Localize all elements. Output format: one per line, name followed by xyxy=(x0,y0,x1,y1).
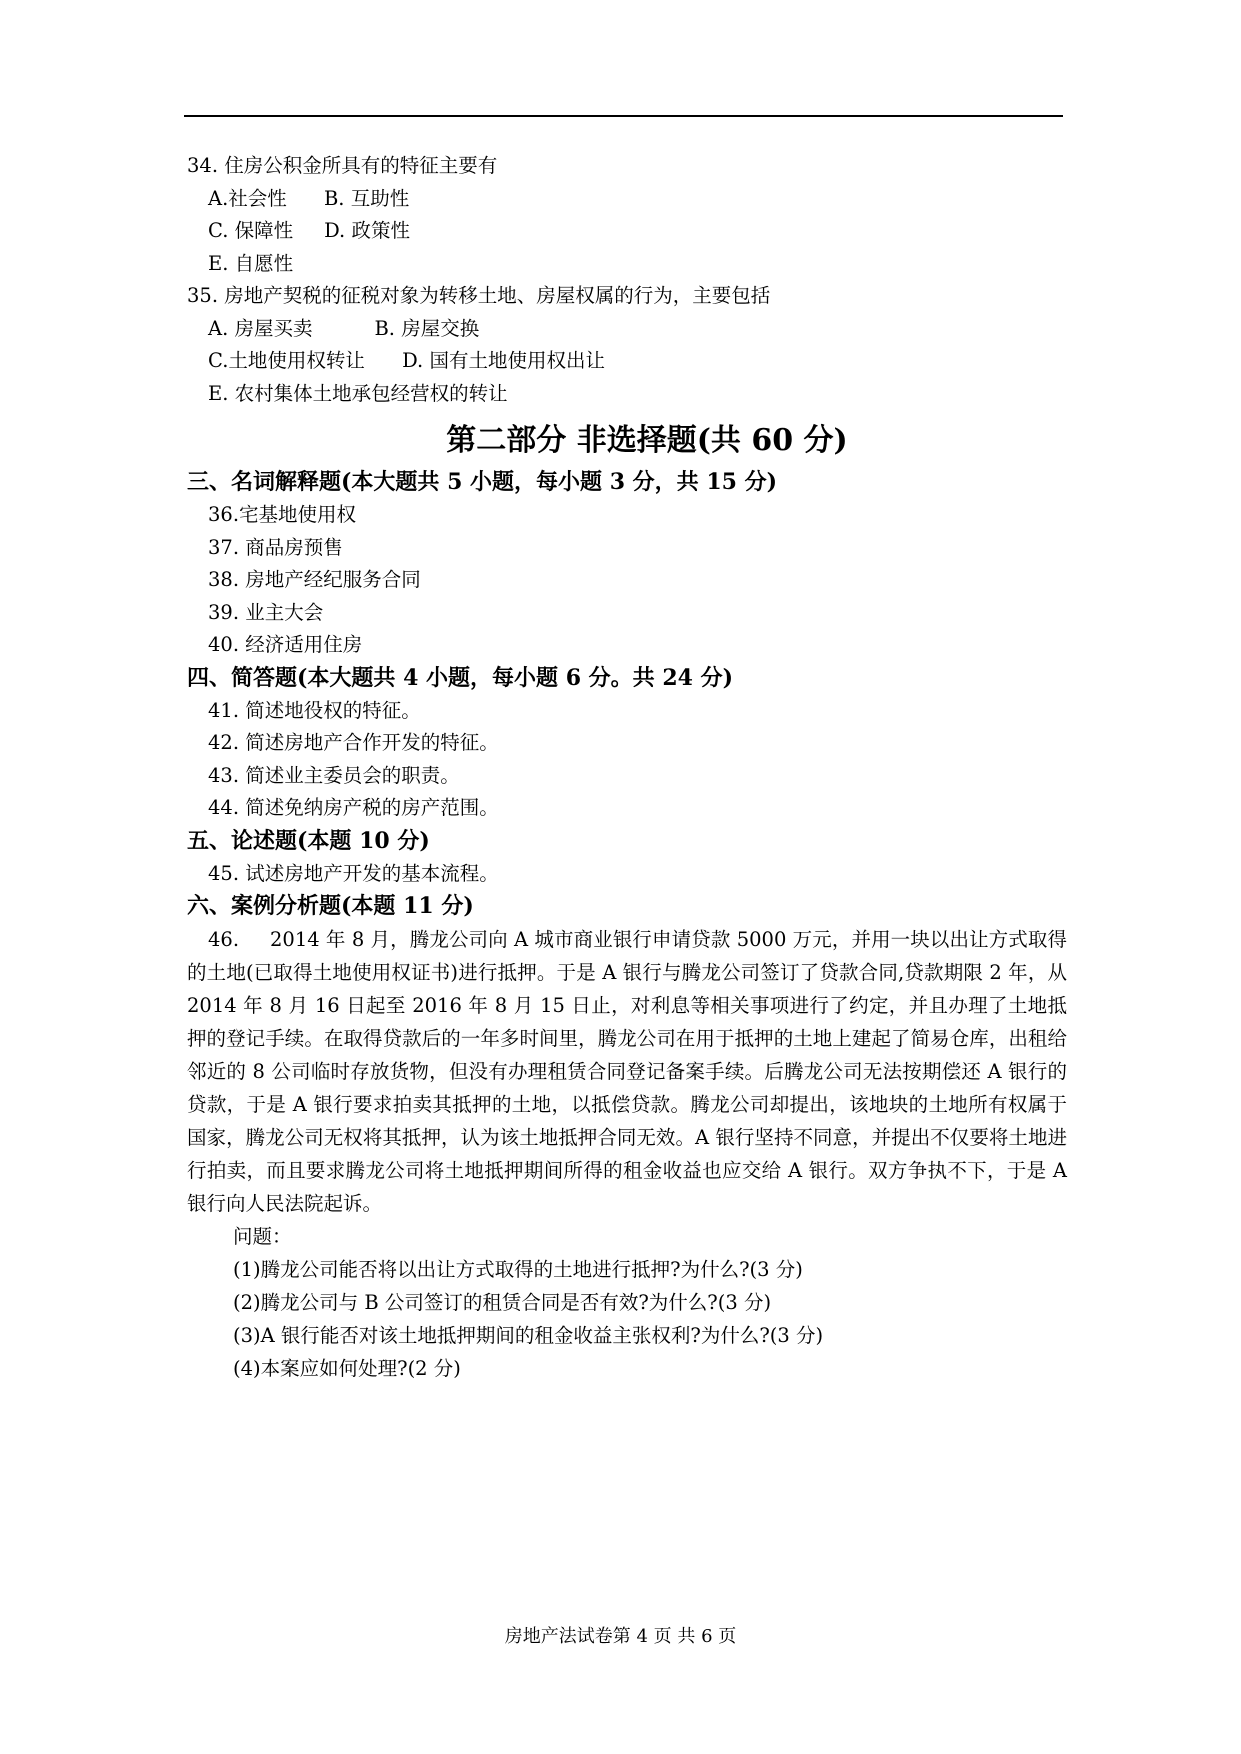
list-item: 45. 试述房地产开发的基本流程。 xyxy=(208,861,499,885)
section-title: 三、名词解释题(本大题共 5 小题，每小题 3 分，共 15 分) xyxy=(187,469,778,495)
page-content xyxy=(187,150,1067,1385)
section-short-answer xyxy=(187,662,1067,825)
list-item: 43. 简述业主委员会的职责。 xyxy=(208,763,460,787)
case-text: 2014 年 8 月，腾龙公司向 A 城市商业银行申请贷款 5000 万元，并用一块以出让方式取得的土地(已取得土地使用权证书)进行抵押。于是 A 银行与腾龙公司签订了贷款合同,贷款期限 2 年，从 2014 年 8 月 16 日起至 2016 年 8 月 15 日止，对利息等相关事项进行了约定，并且办理了土地抵押的登记手续。在取得贷款后的一年多时间里，腾龙公司在用于抵押的土地上建起了简易仓库，出租给邻近的 8 公司临时存放货物，但没有办理租赁合同登记备案手续。后腾龙公司无法按期偿还 A 银行的贷款，于是 A 银行要求拍卖其抵押的土地，以抵偿贷款。腾龙公司却提出，该地块的土地所有权属于国家，腾龙公司无权将其抵押，认为该土地抵押合同无效。A 银行坚持不同意，并提出不仅要将土地进行拍卖，而且要求腾龙公司将土地抵押期间所得的租金收益也应交给 A 银行。双方争执不下，于是 A 银行向人民法院起诉。 xyxy=(187,928,1067,1215)
question-text: 34. 住房公积金所具有的特征主要有 xyxy=(187,154,498,177)
section-title: 六、案例分析题(本题 11 分) xyxy=(187,893,474,919)
header-rule xyxy=(184,115,1063,117)
questions-label: 问题： xyxy=(233,1225,292,1248)
case-question: (2)腾龙公司与 B 公司签订的租赁合同是否有效?为什么?(3 分) xyxy=(233,1291,772,1314)
question-35 xyxy=(187,280,1067,410)
option-row: E. 农村集体土地承包经营权的转让 xyxy=(208,381,508,405)
option-row: A. 房屋买卖 B. 房屋交换 xyxy=(208,316,480,340)
question-text: 35. 房地产契税的征税对象为转移土地、房屋权属的行为，主要包括 xyxy=(187,284,771,307)
option-row: C. 保障性 D. 政策性 xyxy=(208,219,410,242)
list-item: 39. 业主大会 xyxy=(208,600,324,624)
option-row: C.土地使用权转让 D. 国有土地使用权出让 xyxy=(208,349,605,372)
list-item: 42. 简述房地产合作开发的特征。 xyxy=(208,731,499,754)
option-row: A.社会性 B. 互助性 xyxy=(208,186,410,210)
list-item: 40. 经济适用住房 xyxy=(208,633,363,656)
case-question: (1)腾龙公司能否将以出让方式取得的土地进行抵押?为什么?(3 分) xyxy=(233,1258,803,1281)
section-title: 四、简答题(本大题共 4 小题，每小题 6 分。共 24 分) xyxy=(187,664,734,691)
case-question: (3)A 银行能否对该土地抵押期间的租金收益主张权利?为什么?(3 分) xyxy=(233,1324,824,1347)
case-question: (4)本案应如何处理?(2 分) xyxy=(233,1357,461,1380)
section-title: 五、论述题(本题 10 分) xyxy=(187,827,430,854)
list-item: 36.宅基地使用权 xyxy=(208,503,357,526)
list-item: 37. 商品房预售 xyxy=(208,535,343,559)
list-item: 38. 房地产经纪服务合同 xyxy=(208,568,421,591)
list-item: 41. 简述地役权的特征。 xyxy=(208,698,421,722)
question-34 xyxy=(187,150,1067,280)
case-paragraph xyxy=(187,923,1067,1220)
section-essay xyxy=(187,825,1067,891)
case-number: 46. xyxy=(208,928,240,951)
part-title: 第二部分 非选择题(共 60 分) xyxy=(446,423,848,458)
page-footer: 房地产法试卷第 4 页 共 6 页 xyxy=(504,1626,737,1647)
section-terms xyxy=(187,466,1067,662)
list-item: 44. 简述免纳房产税的房产范围。 xyxy=(208,796,499,819)
option-row: E. 自愿性 xyxy=(208,251,294,275)
section-case xyxy=(187,890,1067,1385)
